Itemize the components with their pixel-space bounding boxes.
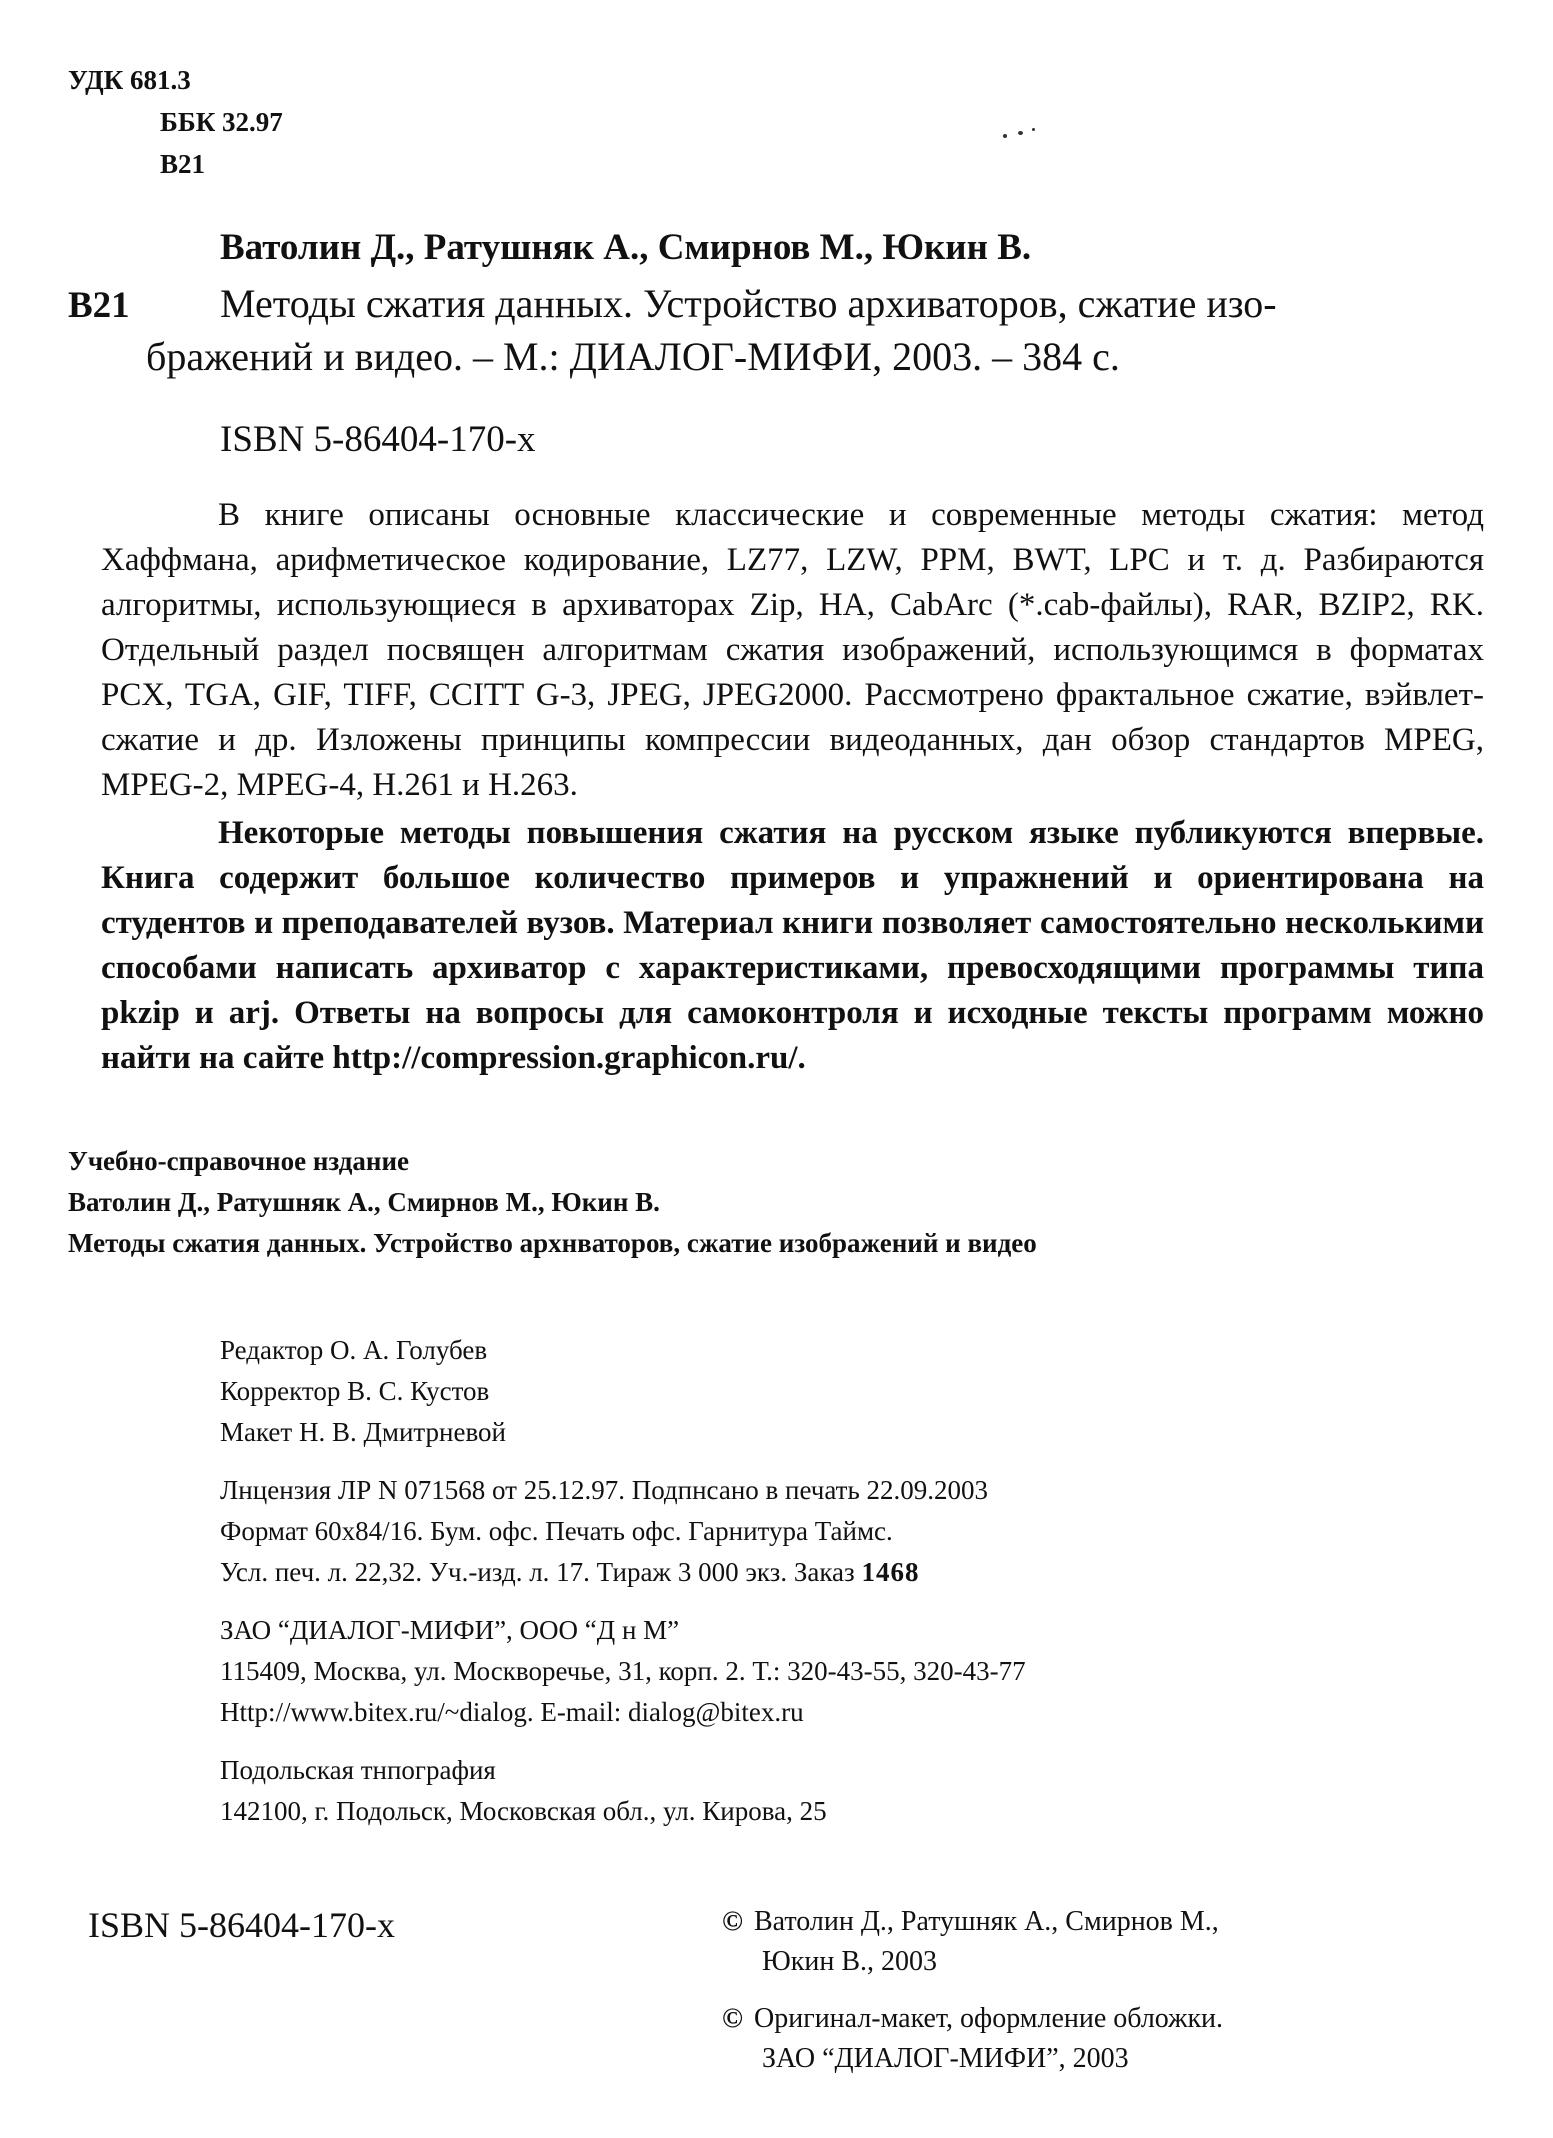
layout-designer: Макет Н. В. Дмитрневой: [220, 1417, 507, 1447]
printer: Подольская тнпография: [220, 1755, 496, 1785]
udk-code: УДК 681.3: [68, 65, 191, 95]
copyright-publisher: [722, 1999, 1223, 2079]
copyright-icon: ©: [722, 2003, 743, 2034]
editor: Редактор О. А. Голубев: [220, 1335, 488, 1365]
corrector: Корректор В. С. Кустов: [220, 1376, 490, 1406]
print-details-group: [220, 1470, 1026, 1593]
print-run-line: [220, 1552, 1026, 1593]
copyright-publisher-line2: ЗАО “ДИАЛОГ-МИФИ”, 2003: [762, 2043, 1129, 2074]
card-index: В21: [68, 285, 130, 326]
scan-speck: [1032, 128, 1035, 131]
printer-address: 142100, г. Подольск, Московская обл., ул. Кирова, 25: [220, 1796, 827, 1826]
publisher-web: Http://www.bitex.ru/~dialog. E-mail: dialog@bitex.ru: [220, 1697, 804, 1727]
classification-index: В21: [160, 149, 206, 179]
bbk-code: ББК 32.97: [160, 107, 283, 137]
copyright-authors-line2: Юкин В., 2003: [762, 1946, 938, 1977]
card-title-line1: Методы сжатия данных. Устройство архиваторов, сжатие изо-: [220, 281, 1277, 326]
card-title-line2: бражений и видео. – М.: ДИАЛОГ-МИФИ, 2003. – 384 с.: [146, 334, 1120, 379]
printer-group: [220, 1750, 1026, 1832]
colophon-authors: Ватолин Д., Ратушняк А., Смирнов М., Юкин В.: [68, 1187, 660, 1217]
copyright-publisher-line1: Оригинал-макет, оформление обложки.: [754, 2003, 1224, 2034]
annotation-paragraph-1: В книге описаны основные классические и современные методы сжатия: метод Хаффмана, арифметическое кодирование, LZ77, LZW, PPM, BWT, LPC и т. д. Разбираются алгоритмы, использующиеся в архиваторах Zip, HA, CabArc (*.cab-файлы), RAR, BZIP2, RK. Отдельный раздел посвящен алгоритмам сжатия изображений, использующимся в форматах PCX, TGA, GIF, TIFF, CCITT G-3, JPEG, JPEG2000. Рассмотрено фрактальное сжатие, вэйвлет-сжатие и др. Изложены принципы компрессии видеоданных, дан обзор стандартов MPEG, MPEG-2, MPEG-4, H.261 и H.263.: [101, 497, 1484, 803]
edition-type: Учебно-справочное нздание: [68, 1146, 410, 1176]
print-run: Усл. печ. л. 22,32. Уч.-изд. л. 17. Тираж 3 000 экз. Заказ: [220, 1557, 855, 1587]
order-number: 1468: [861, 1557, 920, 1587]
colophon: [68, 1141, 1037, 1264]
annotation-paragraph-2: Некоторые методы повышения сжатия на русском языке публикуются впервые. Книга содержит большое количество примеров и упражнений и ориентирована на студентов и преподавателей вузов. Материал книги позволяет самостоятельно несколькими способами написать архиватор с характеристиками, превосходящими программы типа pkzip и arj. Ответы на вопросы для самоконтроля и исходные тексты программ можно найти на сайте http://compression.graphicon.ru/.: [101, 815, 1484, 1076]
staff-group: [220, 1330, 1026, 1453]
annotation: [101, 493, 1484, 1081]
imprint: [220, 1330, 1026, 1849]
publisher: ЗАО “ДИАЛОГ-МИФИ”, ООО “Д н М”: [220, 1615, 680, 1645]
colophon-title: Методы сжатия данных. Устройство архнваторов, сжатие изображений и видео: [68, 1228, 1037, 1258]
bottom-isbn: ISBN 5-86404-170-х: [88, 1905, 395, 1945]
format: Формат 60x84/16. Бум. офс. Печать офс. Гарнитура Таймс.: [220, 1516, 893, 1546]
publisher-group: [220, 1610, 1026, 1733]
copyright-authors: [722, 1902, 1219, 1982]
publisher-address: 115409, Москва, ул. Москворечье, 31, корп. 2. Т.: 320-43-55, 320-43-77: [220, 1656, 1026, 1686]
card-isbn: ISBN 5-86404-170-х: [220, 419, 536, 460]
copyright-icon: ©: [722, 1906, 743, 1937]
card-authors: Ватолин Д., Ратушняк А., Смирнов М., Юкин В.: [220, 227, 1032, 268]
scan-speck: [1003, 134, 1007, 138]
license: Лнцензия ЛР N 071568 от 25.12.97. Подпнсано в печать 22.09.2003: [220, 1475, 989, 1505]
copyright-authors-line1: Ватолин Д., Ратушняк А., Смирнов М.,: [754, 1906, 1219, 1937]
scan-speck: [1018, 131, 1023, 135]
